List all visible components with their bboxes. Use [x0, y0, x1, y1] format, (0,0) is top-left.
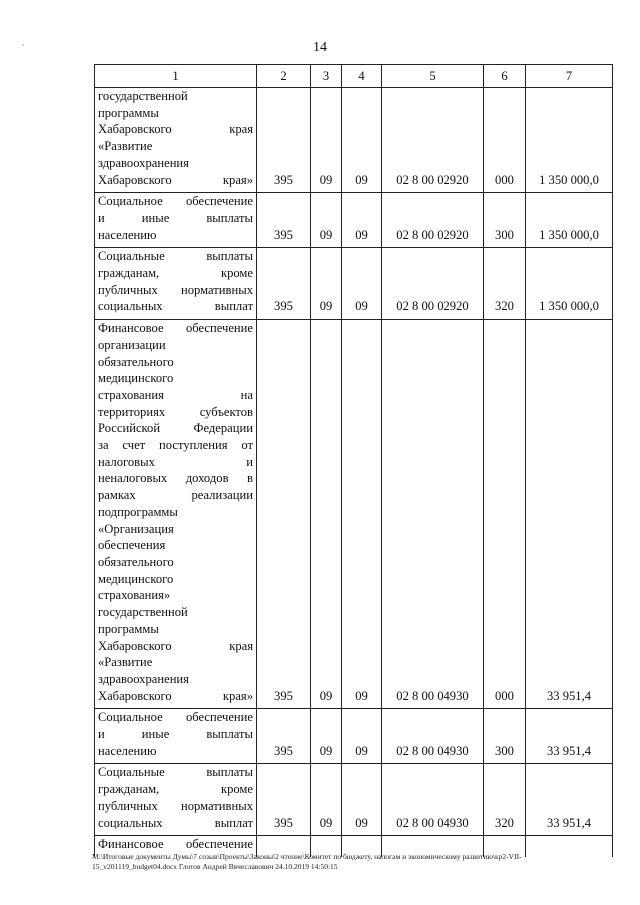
row-name-line: социальных выплат	[98, 299, 253, 314]
page-number: 14	[313, 40, 327, 55]
row-name-line: государственной	[98, 89, 188, 103]
footer-author-line: 15_v201119_budget04.docx Глотов Андрей Вячеславович 24.10.2019 14:50:15	[92, 862, 338, 871]
row-name-line: Хабаровского края	[98, 638, 253, 653]
subsection-cell: 09	[342, 764, 382, 836]
row-name-line: населению	[98, 227, 157, 242]
amount-cell: 1 350 000,0	[526, 88, 613, 193]
subsection-cell: 09	[342, 193, 382, 248]
row-name-line: территориях субъектов	[98, 404, 253, 419]
target-article-cell: 02 8 00 02920	[382, 193, 484, 248]
expense-type-cell: 320	[484, 248, 526, 320]
row-name-line: Социальные выплаты	[98, 765, 253, 780]
document-footer	[92, 852, 620, 872]
footer-path-line: M:\Итоговые документы Думы\7 созыв\Проекты\Законы\2 чтение\Комитет по бюджету, налогам и экономическому развитию\кр2-VII-	[92, 852, 522, 861]
section-cell: 09	[311, 193, 342, 248]
subsection-cell: 09	[342, 709, 382, 764]
row-name-line: подпрограммы	[98, 504, 178, 519]
section-cell: 09	[311, 709, 342, 764]
row-name-line: обязательного	[98, 354, 174, 369]
row-name-line: программы	[98, 621, 159, 636]
amount-cell: 33 951,4	[526, 764, 613, 836]
table-row	[95, 193, 613, 248]
expense-type-cell: 300	[484, 193, 526, 248]
row-name-line: Социальные выплаты	[98, 249, 253, 264]
row-name-line: здравоохранения	[98, 155, 189, 170]
amount-cell: 1 350 000,0	[526, 248, 613, 320]
section-cell: 09	[311, 88, 342, 193]
subsection-cell: 09	[342, 320, 382, 709]
row-name-line: медицинского	[98, 371, 174, 386]
subsection-cell: 09	[342, 248, 382, 320]
table-row	[95, 248, 613, 320]
admin-code-cell: 395	[257, 764, 311, 836]
row-name-line: публичных нормативных	[98, 282, 253, 297]
header-col-6: 6	[484, 65, 526, 88]
target-article-cell: 02 8 00 04930	[382, 320, 484, 709]
row-name-cell	[95, 709, 257, 764]
row-name-line: «Организация	[98, 521, 174, 536]
row-name-line: «Развитие	[98, 139, 153, 154]
row-name-line: налоговых и	[98, 454, 253, 469]
row-name-cell	[95, 248, 257, 320]
row-name-line: населению	[98, 743, 157, 758]
row-name-line: обеспечения	[98, 538, 166, 553]
row-name-line: гражданам, кроме	[98, 266, 253, 281]
section-cell: 09	[311, 764, 342, 836]
expense-type-cell: 300	[484, 709, 526, 764]
header-col-1: 1	[95, 65, 257, 88]
row-name-line: публичных нормативных	[98, 798, 253, 813]
budget-table	[94, 64, 613, 857]
expense-type-cell: 000	[484, 320, 526, 709]
admin-code-cell: 395	[257, 709, 311, 764]
row-name-line: Хабаровского края	[98, 122, 253, 137]
admin-code-cell: 395	[257, 320, 311, 709]
admin-code-cell: 395	[257, 193, 311, 248]
row-name-line: обязательного	[98, 554, 174, 569]
table-row	[95, 88, 613, 193]
row-name-cell	[95, 193, 257, 248]
subsection-cell: 09	[342, 88, 382, 193]
row-name-line: Хабаровского края»	[98, 172, 253, 187]
row-name-cell	[95, 320, 257, 709]
table-row	[95, 764, 613, 836]
header-col-4: 4	[342, 65, 382, 88]
expense-type-cell: 320	[484, 764, 526, 836]
row-name-line: гражданам, кроме	[98, 782, 253, 797]
header-col-7: 7	[526, 65, 613, 88]
header-row	[95, 65, 613, 88]
amount-cell: 1 350 000,0	[526, 193, 613, 248]
row-name-line: рамках реализации	[98, 488, 253, 503]
target-article-cell: 02 8 00 02920	[382, 88, 484, 193]
margin-mark: ·	[22, 40, 25, 50]
row-name-line: программы	[98, 105, 159, 120]
amount-cell: 33 951,4	[526, 709, 613, 764]
row-name-line: Финансовое обеспечение	[98, 837, 253, 852]
row-name-line: неналоговых доходов в	[98, 471, 253, 486]
target-article-cell: 02 8 00 04930	[382, 709, 484, 764]
row-name-line: Российской Федерации	[98, 421, 253, 436]
row-name-line: Финансовое обеспечение	[98, 321, 253, 336]
row-name-line: Хабаровского края»	[98, 688, 253, 703]
target-article-cell: 02 8 00 04930	[382, 764, 484, 836]
target-article-cell: 02 8 00 02920	[382, 248, 484, 320]
row-name-line: страхования на	[98, 387, 253, 402]
expense-type-cell: 000	[484, 88, 526, 193]
row-name-cell	[95, 88, 257, 193]
row-name-line: Социальное обеспечение	[98, 194, 253, 209]
admin-code-cell: 395	[257, 88, 311, 193]
table-row	[95, 320, 613, 709]
section-cell: 09	[311, 320, 342, 709]
row-name-line: страхования»	[98, 588, 171, 603]
amount-cell: 33 951,4	[526, 320, 613, 709]
row-name-line: за счет поступления от	[98, 438, 253, 453]
row-name-line: организации	[98, 337, 166, 352]
row-name-line: медицинского	[98, 571, 174, 586]
row-name-line: социальных выплат	[98, 815, 253, 830]
row-name-cell	[95, 764, 257, 836]
row-name-line: «Развитие	[98, 655, 153, 670]
row-name-line: и иные выплаты	[98, 727, 253, 742]
table-body	[95, 88, 613, 857]
header-col-2: 2	[257, 65, 311, 88]
header-col-5: 5	[382, 65, 484, 88]
row-name-line: Социальное обеспечение	[98, 710, 253, 725]
row-name-line: государственной	[98, 605, 188, 620]
section-cell: 09	[311, 248, 342, 320]
row-name-line: и иные выплаты	[98, 210, 253, 225]
admin-code-cell: 395	[257, 248, 311, 320]
header-col-3: 3	[311, 65, 342, 88]
table-row	[95, 709, 613, 764]
row-name-line: здравоохранения	[98, 671, 189, 686]
